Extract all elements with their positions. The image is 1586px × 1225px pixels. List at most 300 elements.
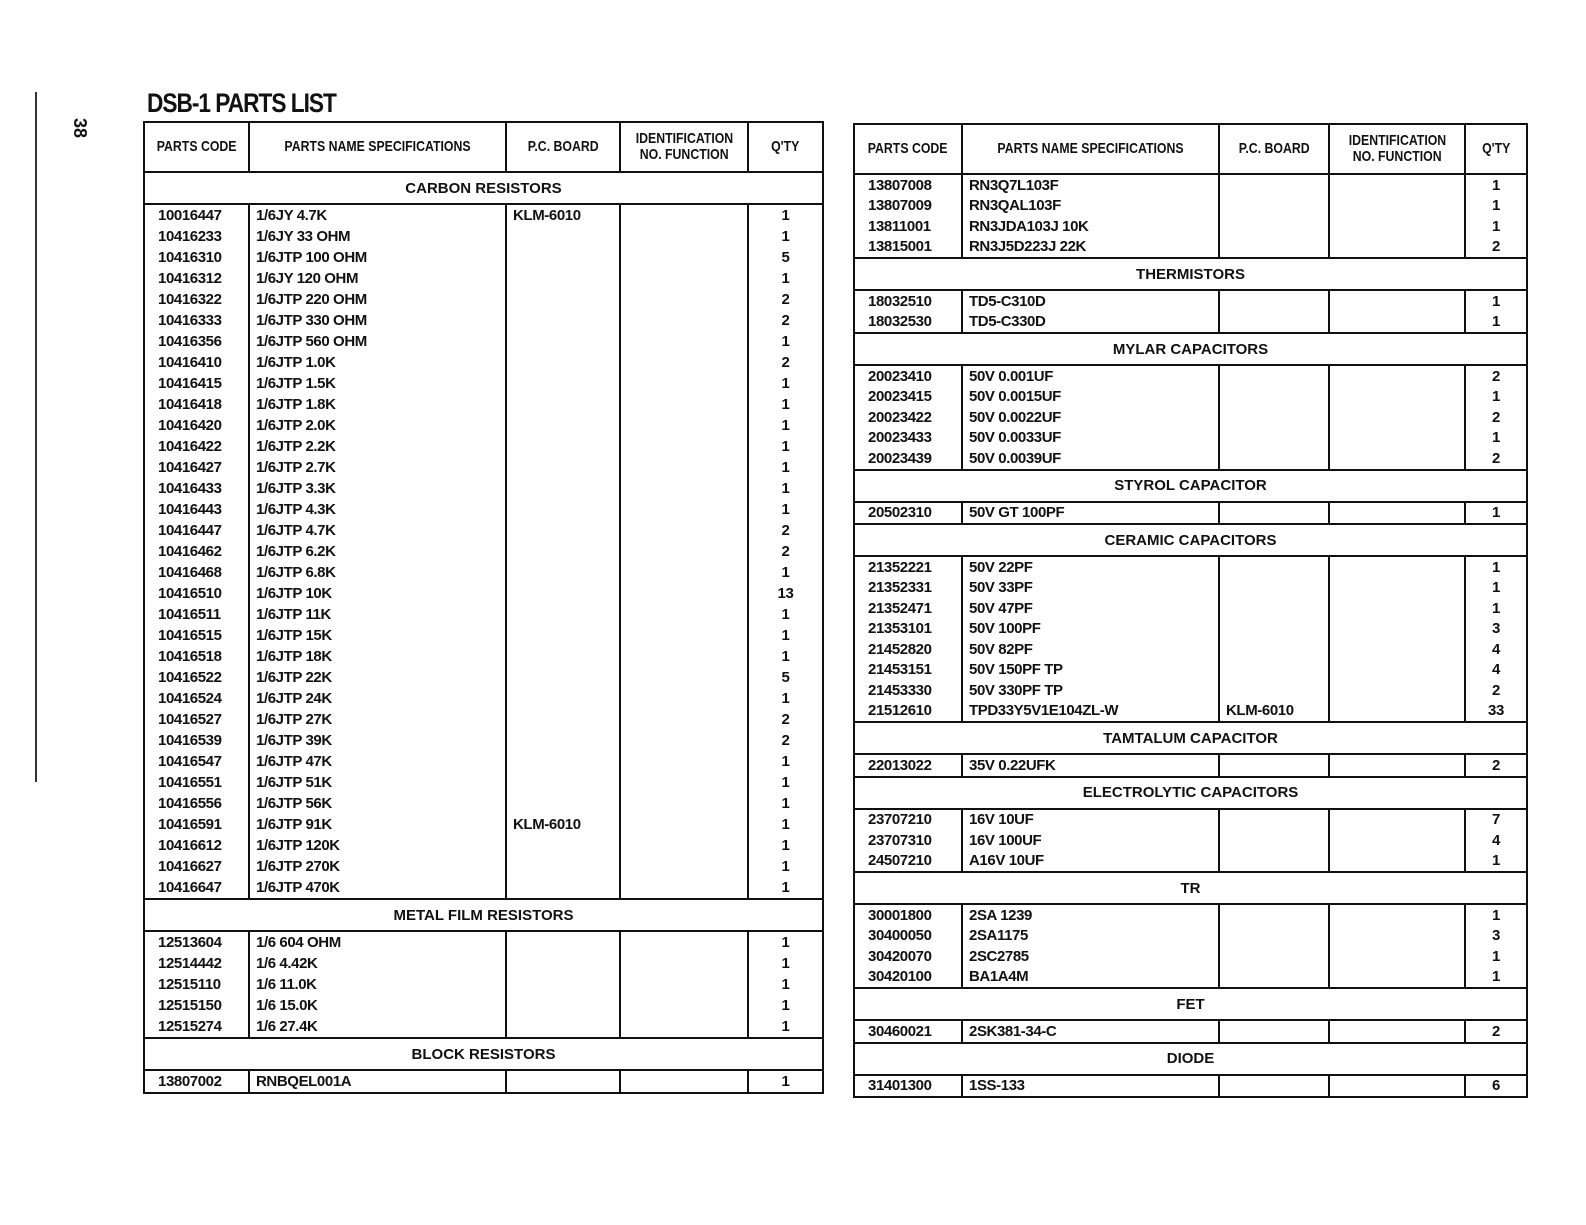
quantity-cell: 2 [1465, 365, 1527, 387]
part-name-cell: 2SK381-34-C [962, 1020, 1219, 1043]
part-name-cell: BA1A4M [962, 967, 1219, 989]
pc-board-cell [1219, 754, 1329, 777]
identification-cell [620, 1070, 748, 1093]
section-title: DIODE [854, 1043, 1527, 1075]
table-row [144, 436, 823, 457]
part-code-cell: 30001800 [868, 906, 932, 924]
pc-board-cell [506, 604, 620, 625]
part-code-cell: 13811001 [868, 217, 931, 235]
pc-board-cell [1219, 1075, 1329, 1098]
quantity-cell: 1 [748, 646, 823, 667]
quantity-cell: 1 [748, 436, 823, 457]
column-header-parts-code: PARTS CODE [854, 124, 962, 174]
part-code-cell: 23707210 [868, 811, 932, 829]
quantity-cell: 2 [748, 709, 823, 730]
part-name-cell: 1/6JTP 6.2K [249, 541, 506, 562]
pc-board-cell [1219, 904, 1329, 926]
part-code-cell: 10416524 [158, 690, 222, 707]
identification-cell [620, 478, 748, 499]
part-name-cell: 50V 100PF [962, 619, 1219, 640]
identification-cell [620, 931, 748, 953]
part-code-cell: 21352221 [868, 558, 932, 576]
pc-board-cell [506, 268, 620, 289]
part-name-cell: 50V 22PF [962, 556, 1219, 578]
table-row [854, 754, 1527, 777]
quantity-cell: 1 [748, 772, 823, 793]
pc-board-cell [506, 457, 620, 478]
part-name-cell: 1/6JTP 4.3K [249, 499, 506, 520]
pc-board-cell [1219, 926, 1329, 947]
part-code-cell: 10416233 [158, 228, 222, 245]
quantity-cell: 1 [748, 457, 823, 478]
pc-board-cell [1219, 598, 1329, 619]
pc-board-cell [506, 226, 620, 247]
quantity-cell: 1 [748, 856, 823, 877]
part-name-cell: 2SC2785 [962, 946, 1219, 967]
pc-board-cell [506, 667, 620, 688]
part-code-cell: 21452820 [868, 640, 932, 658]
table-row [144, 226, 823, 247]
pc-board-cell [506, 520, 620, 541]
part-name-cell: 1/6JTP 2.2K [249, 436, 506, 457]
pc-board-cell [506, 436, 620, 457]
pc-board-cell [506, 856, 620, 877]
quantity-cell: 1 [748, 226, 823, 247]
identification-cell [620, 793, 748, 814]
identification-cell [1329, 598, 1465, 619]
identification-cell [1329, 851, 1465, 873]
identification-cell [1329, 578, 1465, 599]
table-row [144, 646, 823, 667]
table-row [144, 268, 823, 289]
part-code-cell: 10416556 [158, 795, 222, 812]
table-row [854, 680, 1527, 701]
section-title: CARBON RESISTORS [144, 172, 823, 204]
table-row [854, 312, 1527, 334]
part-name-cell: 1/6JY 120 OHM [249, 268, 506, 289]
identification-cell [620, 688, 748, 709]
quantity-cell: 1 [748, 995, 823, 1016]
table-header [144, 122, 823, 172]
pc-board-cell [506, 709, 620, 730]
quantity-cell: 2 [1465, 1020, 1527, 1043]
table-row [144, 709, 823, 730]
quantity-cell: 1 [1465, 216, 1527, 237]
part-name-cell: 1/6JTP 91K [249, 814, 506, 835]
table-row [854, 1075, 1527, 1098]
table-row [854, 830, 1527, 851]
part-name-cell: 1/6JTP 100 OHM [249, 247, 506, 268]
section-header [854, 333, 1527, 365]
identification-cell [620, 541, 748, 562]
identification-cell [620, 772, 748, 793]
identification-cell [620, 730, 748, 751]
table-row [144, 604, 823, 625]
part-name-cell: TPD33Y5V1E104ZL-W [962, 701, 1219, 723]
part-code-cell: 30400050 [868, 927, 932, 945]
section-title: CERAMIC CAPACITORS [854, 524, 1527, 556]
part-code-cell: 30420100 [868, 968, 932, 986]
pc-board-cell [506, 310, 620, 331]
quantity-cell: 2 [748, 310, 823, 331]
identification-cell [1329, 809, 1465, 831]
part-name-cell: 1/6JTP 24K [249, 688, 506, 709]
quantity-cell: 2 [1465, 237, 1527, 259]
part-code-cell: 21453330 [868, 681, 932, 699]
quantity-cell: 1 [748, 373, 823, 394]
quantity-cell: 1 [748, 394, 823, 415]
quantity-cell: 1 [1465, 502, 1527, 525]
part-code-cell: 10416427 [158, 459, 222, 476]
part-code-cell: 10416356 [158, 333, 222, 350]
part-name-cell: 16V 10UF [962, 809, 1219, 831]
quantity-cell: 4 [1465, 660, 1527, 681]
identification-cell [1329, 290, 1465, 312]
pc-board-cell [1219, 946, 1329, 967]
part-name-cell: 1/6JTP 270K [249, 856, 506, 877]
table-row [854, 578, 1527, 599]
quantity-cell: 7 [1465, 809, 1527, 831]
part-code-cell: 10416647 [158, 879, 222, 896]
column-header-pc-board: P.C. BOARD [1219, 124, 1329, 174]
table-row [144, 289, 823, 310]
table-row [854, 237, 1527, 259]
quantity-cell: 1 [748, 751, 823, 772]
identification-cell [620, 394, 748, 415]
identification-cell [1329, 312, 1465, 334]
part-name-cell: 1/6JTP 27K [249, 709, 506, 730]
part-name-cell: 16V 100UF [962, 830, 1219, 851]
table-row [144, 974, 823, 995]
identification-cell [620, 995, 748, 1016]
section-title: METAL FILM RESISTORS [144, 899, 823, 931]
table-row [144, 520, 823, 541]
identification-cell [620, 436, 748, 457]
part-name-cell: 1/6JTP 330 OHM [249, 310, 506, 331]
section-header [854, 524, 1527, 556]
table-row [144, 625, 823, 646]
identification-cell [620, 625, 748, 646]
pc-board-cell [506, 931, 620, 953]
quantity-cell: 1 [748, 953, 823, 974]
table-row [854, 946, 1527, 967]
part-name-cell: 50V 47PF [962, 598, 1219, 619]
part-code-cell: 10416510 [158, 585, 222, 602]
part-code-cell: 18032530 [868, 313, 932, 331]
part-name-cell: 1/6JTP 11K [249, 604, 506, 625]
part-code-cell: 21453151 [868, 661, 932, 679]
identification-cell [1329, 448, 1465, 470]
quantity-cell: 1 [1465, 556, 1527, 578]
quantity-cell: 1 [1465, 312, 1527, 334]
part-code-cell: 10416468 [158, 564, 222, 581]
pc-board-cell [1219, 830, 1329, 851]
part-name-cell: 1/6JTP 15K [249, 625, 506, 646]
quantity-cell: 2 [748, 730, 823, 751]
part-code-cell: 13815001 [868, 238, 932, 256]
part-name-cell: 1/6JTP 22K [249, 667, 506, 688]
identification-cell [1329, 428, 1465, 449]
table-row [144, 541, 823, 562]
table-row [144, 856, 823, 877]
quantity-cell: 3 [1465, 619, 1527, 640]
part-code-cell: 12515274 [158, 1018, 222, 1035]
identification-cell [1329, 680, 1465, 701]
identification-cell [1329, 174, 1465, 196]
identification-cell [1329, 619, 1465, 640]
table-row [854, 701, 1527, 723]
table-row [144, 1016, 823, 1038]
part-name-cell: 1/6JY 33 OHM [249, 226, 506, 247]
part-code-cell: 30460021 [868, 1022, 932, 1040]
part-code-cell: 10416547 [158, 753, 222, 770]
part-code-cell: 10416418 [158, 396, 222, 413]
part-name-cell: 50V 330PF TP [962, 680, 1219, 701]
pc-board-cell [506, 541, 620, 562]
part-code-cell: 20023422 [868, 408, 932, 426]
identification-cell [1329, 904, 1465, 926]
pc-board-cell [506, 877, 620, 899]
identification-cell [620, 247, 748, 268]
part-code-cell: 10416447 [158, 522, 222, 539]
table-row [144, 835, 823, 856]
part-code-cell: 12515110 [158, 976, 221, 993]
quantity-cell: 2 [1465, 448, 1527, 470]
column-header-parts-code: PARTS CODE [144, 122, 249, 172]
pc-board-cell [506, 835, 620, 856]
identification-cell [620, 583, 748, 604]
pc-board-cell: KLM-6010 [1219, 701, 1329, 723]
part-name-cell: 1/6JTP 47K [249, 751, 506, 772]
part-code-cell: 10416310 [158, 249, 222, 266]
identification-cell [620, 226, 748, 247]
identification-cell [1329, 1075, 1465, 1098]
quantity-cell: 1 [748, 1016, 823, 1038]
part-code-cell: 13807002 [158, 1073, 222, 1090]
quantity-cell: 13 [748, 583, 823, 604]
page-margin-line [35, 92, 37, 782]
identification-cell [1329, 1020, 1465, 1043]
quantity-cell: 2 [748, 352, 823, 373]
part-name-cell: TD5-C330D [962, 312, 1219, 334]
section-title: TAMTALUM CAPACITOR [854, 722, 1527, 754]
part-code-cell: 10416518 [158, 648, 222, 665]
identification-cell [1329, 387, 1465, 408]
table-row [854, 174, 1527, 196]
section-header [854, 1043, 1527, 1075]
section-header [854, 988, 1527, 1020]
pc-board-cell [1219, 290, 1329, 312]
table-row [854, 619, 1527, 640]
table-row [144, 667, 823, 688]
part-code-cell: 13807008 [868, 176, 932, 194]
part-name-cell: 50V 82PF [962, 639, 1219, 660]
section-header [854, 258, 1527, 290]
part-code-cell: 10416415 [158, 375, 222, 392]
part-name-cell: 1/6JTP 1.5K [249, 373, 506, 394]
parts-table-right [853, 123, 1528, 1098]
table-row [144, 953, 823, 974]
pc-board-cell [506, 289, 620, 310]
part-name-cell: 1/6JTP 1.0K [249, 352, 506, 373]
table-row [854, 660, 1527, 681]
identification-cell [1329, 237, 1465, 259]
identification-cell [620, 751, 748, 772]
pc-board-cell [1219, 639, 1329, 660]
identification-cell [620, 856, 748, 877]
identification-cell [1329, 365, 1465, 387]
part-code-cell: 10416539 [158, 732, 222, 749]
pc-board-cell [1219, 660, 1329, 681]
quantity-cell: 5 [748, 247, 823, 268]
pc-board-cell [1219, 1020, 1329, 1043]
part-name-cell: RNBQEL001A [249, 1070, 506, 1093]
identification-cell [1329, 967, 1465, 989]
identification-cell [1329, 639, 1465, 660]
quantity-cell: 2 [1465, 407, 1527, 428]
section-header [144, 1038, 823, 1070]
part-code-cell: 10416522 [158, 669, 222, 686]
table-row [854, 926, 1527, 947]
part-code-cell: 10016447 [158, 207, 222, 224]
pc-board-cell [506, 499, 620, 520]
table-row [854, 556, 1527, 578]
part-name-cell: 1/6JTP 4.7K [249, 520, 506, 541]
identification-cell [620, 562, 748, 583]
identification-cell [620, 814, 748, 835]
pc-board-cell [1219, 619, 1329, 640]
column-header-identification: IDENTIFICATION NO. FUNCTION [620, 122, 748, 172]
part-code-cell: 10416322 [158, 291, 222, 308]
identification-cell [620, 268, 748, 289]
table-row [854, 428, 1527, 449]
pc-board-cell: KLM-6010 [506, 204, 620, 226]
part-name-cell: 1/6JTP 2.0K [249, 415, 506, 436]
quantity-cell: 1 [748, 931, 823, 953]
table-row [854, 809, 1527, 831]
part-code-cell: 10416527 [158, 711, 222, 728]
part-code-cell: 12515150 [158, 997, 222, 1014]
quantity-cell: 1 [1465, 851, 1527, 873]
part-code-cell: 31401300 [868, 1077, 932, 1095]
part-name-cell: RN3QAL103F [962, 196, 1219, 217]
pc-board-cell [506, 352, 620, 373]
column-header-pc-board: P.C. BOARD [506, 122, 620, 172]
pc-board-cell [506, 793, 620, 814]
pc-board-cell [1219, 680, 1329, 701]
pc-board-cell [506, 415, 620, 436]
table-row [144, 772, 823, 793]
part-name-cell: 1/6JTP 1.8K [249, 394, 506, 415]
pc-board-cell [506, 751, 620, 772]
identification-cell [620, 709, 748, 730]
table-row [144, 688, 823, 709]
quantity-cell: 2 [1465, 680, 1527, 701]
quantity-cell: 5 [748, 667, 823, 688]
part-code-cell: 10416462 [158, 543, 222, 560]
page-title: DSB-1 PARTS LIST [147, 88, 336, 118]
quantity-cell: 1 [1465, 290, 1527, 312]
part-code-cell: 18032510 [868, 292, 932, 310]
part-name-cell: 50V 0.0033UF [962, 428, 1219, 449]
parts-table-left [143, 121, 824, 1094]
quantity-cell: 33 [1465, 701, 1527, 723]
part-code-cell: 10416627 [158, 858, 222, 875]
table-row [144, 793, 823, 814]
quantity-cell: 2 [748, 289, 823, 310]
column-header-parts-name: PARTS NAME SPECIFICATIONS [249, 122, 506, 172]
pc-board-cell [506, 1016, 620, 1038]
quantity-cell: 1 [1465, 428, 1527, 449]
part-code-cell: 12513604 [158, 934, 222, 951]
pc-board-cell [506, 953, 620, 974]
part-name-cell: 1/6JTP 120K [249, 835, 506, 856]
part-name-cell: 1/6JTP 470K [249, 877, 506, 899]
identification-cell [620, 352, 748, 373]
part-code-cell: 12514442 [158, 955, 222, 972]
part-code-cell: 20502310 [868, 504, 932, 522]
table-row [144, 373, 823, 394]
part-name-cell: 1/6JTP 560 OHM [249, 331, 506, 352]
pc-board-cell [506, 331, 620, 352]
table-row [144, 415, 823, 436]
pc-board-cell [1219, 556, 1329, 578]
table-row [854, 967, 1527, 989]
quantity-cell: 1 [748, 331, 823, 352]
quantity-cell: 1 [1465, 904, 1527, 926]
part-code-cell: 30420070 [868, 947, 932, 965]
identification-cell [620, 204, 748, 226]
quantity-cell: 1 [1465, 598, 1527, 619]
section-title: MYLAR CAPACITORS [854, 333, 1527, 365]
section-header [144, 899, 823, 931]
identification-cell [1329, 830, 1465, 851]
quantity-cell: 1 [1465, 578, 1527, 599]
quantity-cell: 1 [748, 499, 823, 520]
part-code-cell: 21352471 [868, 599, 932, 617]
quantity-cell: 1 [1465, 174, 1527, 196]
identification-cell [1329, 946, 1465, 967]
identification-cell [1329, 407, 1465, 428]
identification-cell [1329, 196, 1465, 217]
table-header [854, 124, 1527, 174]
quantity-cell: 1 [748, 814, 823, 835]
page-number: 38 [70, 118, 90, 139]
identification-cell [620, 953, 748, 974]
pc-board-cell: KLM-6010 [506, 814, 620, 835]
part-name-cell: 50V 33PF [962, 578, 1219, 599]
table-row [854, 502, 1527, 525]
pc-board-cell [1219, 428, 1329, 449]
part-code-cell: 24507210 [868, 852, 932, 870]
part-code-cell: 21353101 [868, 620, 932, 638]
part-code-cell: 20023410 [868, 367, 932, 385]
identification-cell [620, 877, 748, 899]
quantity-cell: 1 [1465, 387, 1527, 408]
section-header [144, 172, 823, 204]
part-name-cell: 1/6 27.4K [249, 1016, 506, 1038]
part-code-cell: 10416443 [158, 501, 222, 518]
quantity-cell: 1 [748, 877, 823, 899]
identification-cell [620, 310, 748, 331]
pc-board-cell [1219, 502, 1329, 525]
table-row [144, 814, 823, 835]
part-name-cell: 1/6 11.0K [249, 974, 506, 995]
part-code-cell: 10416410 [158, 354, 222, 371]
part-code-cell: 23707310 [868, 831, 932, 849]
part-name-cell: 2SA 1239 [962, 904, 1219, 926]
quantity-cell: 1 [1465, 946, 1527, 967]
